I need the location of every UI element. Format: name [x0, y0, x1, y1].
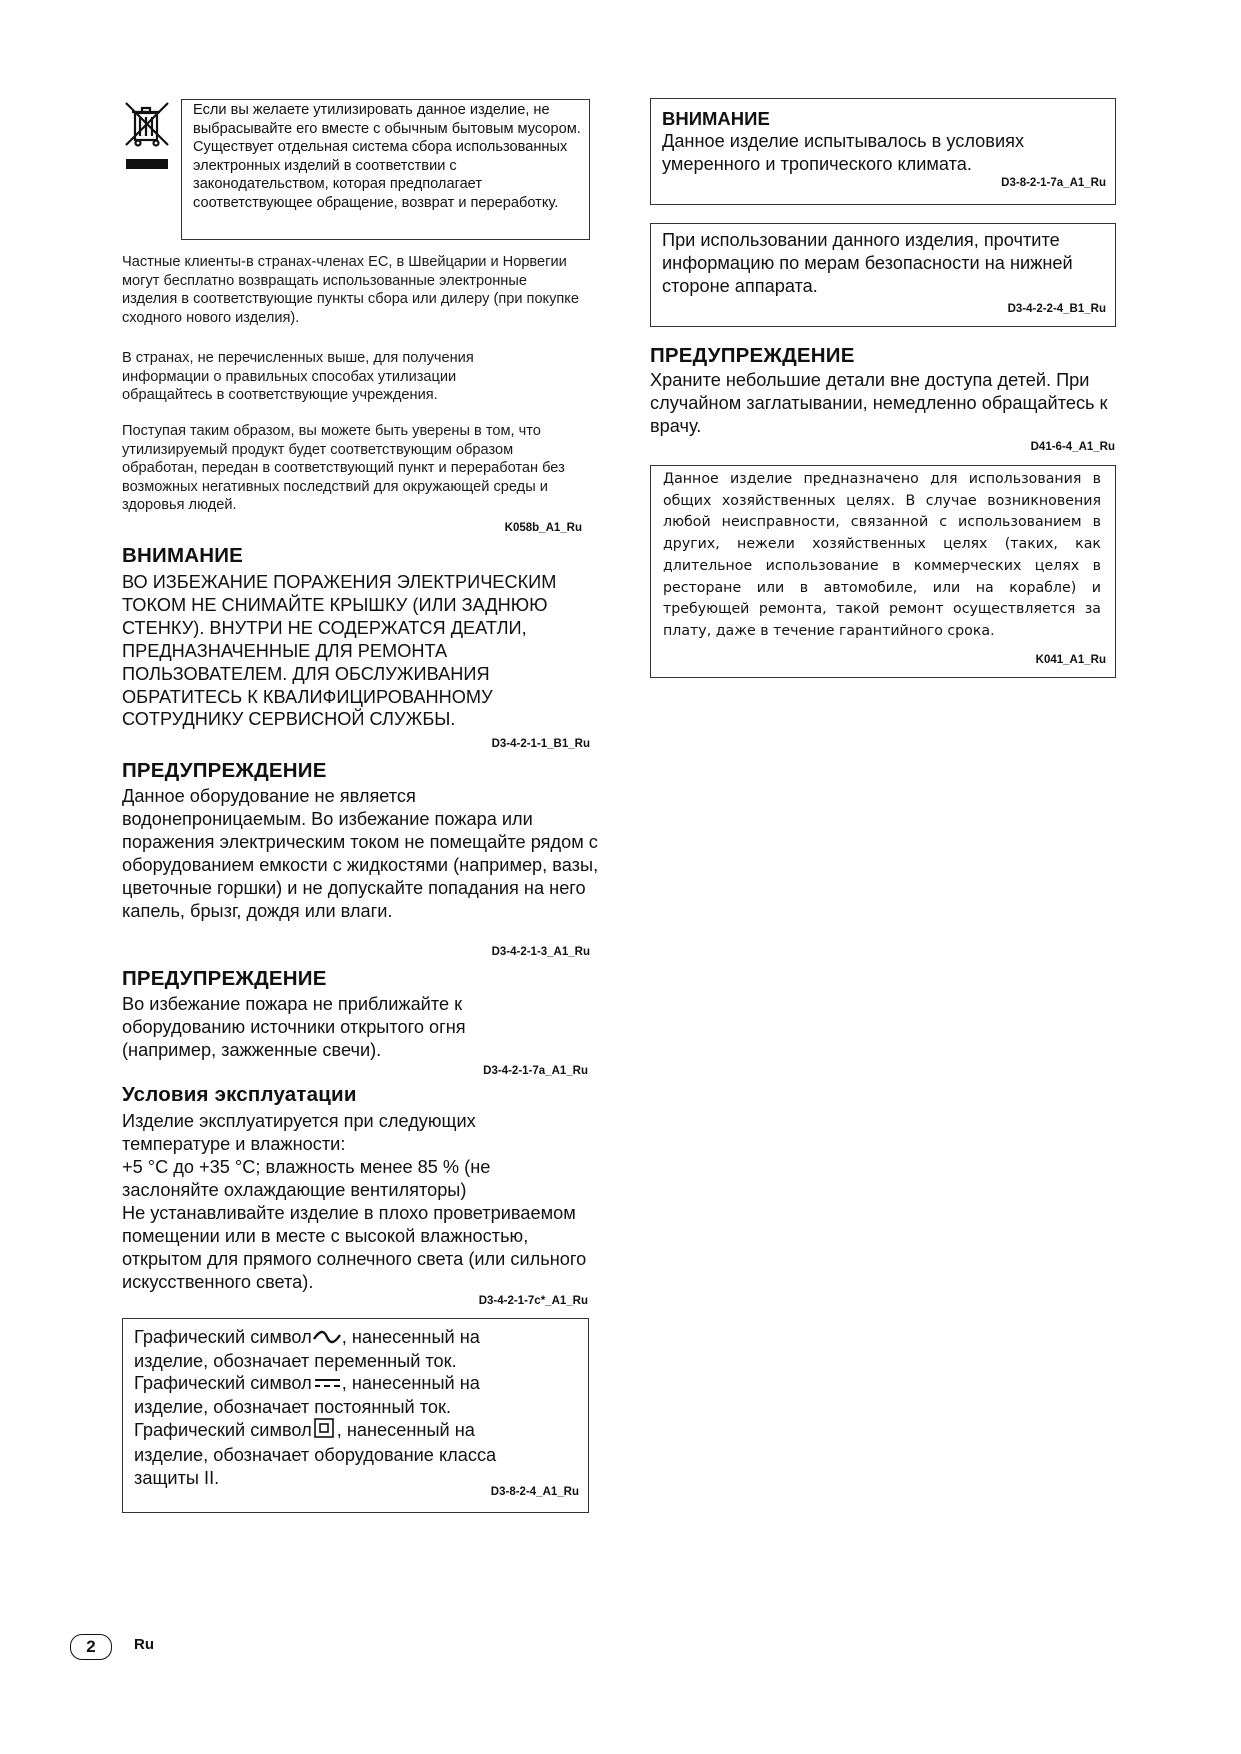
dc-symbol-icon: [312, 1373, 342, 1396]
conditions-heading: Условия эксплуатации: [122, 1083, 357, 1106]
warning-fire-code: D3-4-2-1-7a_A1_Ru: [483, 1065, 588, 1077]
safety-info-text: При использовании данного изделия, прочтите информацию по мерам безопасности на нижней стороне аппарата.: [662, 230, 1073, 296]
crossed-bin-icon: [122, 99, 172, 173]
language-code: Ru: [134, 1636, 154, 1653]
climate-heading: ВНИМАНИЕ: [662, 108, 770, 129]
symbol-dc-suffix: , нанесенный на изделие, обозначает постоянный ток.: [134, 1373, 480, 1417]
disposal-assurance-paragraph: Поступая таким образом, вы можете быть уверены в том, что утилизируемый продукт будет соответствующим образом обработан, передан в соответствующий пункт и переработан без возможных негативных последствий для окружающей среды и здоровья людей.: [122, 423, 565, 513]
household-use-code: K041_A1_Ru: [1035, 654, 1106, 666]
disposal-notice-box: [181, 99, 590, 240]
climate-code: D3-8-2-1-7a_A1_Ru: [1001, 177, 1106, 189]
symbol-dc-prefix: Графический символ: [134, 1373, 312, 1393]
small-parts-heading: ПРЕДУПРЕЖДЕНИЕ: [650, 344, 855, 367]
disposal-notice-text: Если вы желаете утилизировать данное изделие, не выбрасывайте его вместе с обычным бытовым мусором. Существует отдельная система сбора использованных электронных изделий в соответствии с законодательством, которая предполагает соответствующее обращение, возврат и переработку.: [193, 102, 581, 211]
symbol-dc-line: [134, 1372, 554, 1419]
climate-text: Данное изделие испытывалось в условиях умеренного и тропического климата.: [662, 131, 1025, 174]
page-number: 2: [70, 1634, 112, 1660]
attention-text: ВО ИЗБЕЖАНИЕ ПОРАЖЕНИЯ ЭЛЕКТРИЧЕСКИМ ТОКОМ НЕ СНИМАЙТЕ КРЫШКУ (ИЛИ ЗАДНЮЮ СТЕНКУ). ВНУТРИ НЕ СОДЕРЖАТСЯ ДЕАТЛИ, ПРЕДНАЗНАЧЕННЫЕ ДЛЯ РЕМОНТА ПОЛЬЗОВАТЕЛЕМ. ДЛЯ ОБСЛУЖИВАНИЯ ОБРАТИТЕСЬ К КВАЛИФИЦИРОВАННОМУ СОТРУДНИКУ СЕРВИСНОЙ СЛУЖБЫ.: [122, 572, 557, 730]
other-countries-paragraph: В странах, не перечисленных выше, для получения информации о правильных способах утилизации обращайтесь в соответствующие учреждения.: [122, 350, 474, 403]
warning-water-heading: ПРЕДУПРЕЖДЕНИЕ: [122, 759, 327, 782]
ac-symbol-icon: [312, 1327, 342, 1350]
safety-info-box: [650, 223, 1116, 327]
conditions-code: D3-4-2-1-7c*_A1_Ru: [478, 1295, 588, 1307]
symbols-box: [122, 1318, 589, 1513]
attention-code: D3-4-2-1-1_B1_Ru: [491, 738, 590, 750]
small-parts-code: D41-6-4_A1_Ru: [1030, 441, 1115, 453]
symbols-code: D3-8-2-4_A1_Ru: [490, 1486, 579, 1498]
symbol-class2-suffix: , нанесенный на изделие, обозначает оборудование класса защиты II.: [134, 1419, 497, 1488]
attention-heading: ВНИМАНИЕ: [122, 544, 244, 567]
safety-info-code: D3-4-2-2-4_B1_Ru: [1007, 303, 1106, 315]
conditions-temperature-range: +5 °C до +35 °C; влажность менее 85 % (не заслоняйте охлаждающие вентиляторы): [122, 1157, 491, 1200]
household-use-box: [650, 465, 1116, 678]
conditions-temperature-intro: Изделие эксплуатируется при следующих температуре и влажности:: [122, 1111, 476, 1154]
symbol-ac-prefix: Графический символ: [134, 1327, 312, 1347]
symbol-class2-line: [134, 1418, 554, 1490]
warning-fire-heading: ПРЕДУПРЕЖДЕНИЕ: [122, 967, 327, 990]
symbol-ac-line: [134, 1326, 554, 1373]
class-ii-symbol-icon: [314, 1418, 334, 1444]
disposal-code: K058b_A1_Ru: [504, 522, 582, 534]
warning-fire-text: Во избежание пожара не приближайте к оборудованию источники открытого огня (например, зажженные свечи).: [122, 994, 466, 1060]
symbol-class2-prefix: Графический символ: [134, 1419, 312, 1440]
conditions-placement: Не устанавливайте изделие в плохо проветриваемом помещении или в месте с высокой влажностью, открытом для прямого солнечного света (или сильного искусственного света).: [122, 1203, 587, 1292]
warning-water-text: Данное оборудование не является водонепроницаемым. Во избежание пожара или поражения электрическим током не помещайте рядом с оборудованием емкости с жидкостями (например, вазы, цветочные горшки) и не допускайте попадания на него капель, брызг, дождя или влаги.: [122, 786, 599, 921]
household-use-text: Данное изделие предназначено для использования в общих хозяйственных целях. В случае возникновения любой неисправности, связанной с использованием в других, нежели хозяйственных целях (таких, как длительное использование в коммерческих целях в ресторане или в автомобиле, или на корабле) и требующей ремонта, такой ремонт осуществляется за плату, даже в течение гарантийного срока.: [663, 471, 1101, 639]
small-parts-text: Храните небольшие детали вне доступа детей. При случайном заглатывании, немедленно обращайтесь к врачу.: [650, 370, 1108, 436]
climate-box: [650, 98, 1116, 205]
eu-return-paragraph: Частные клиенты-в странах-членах ЕС, в Швейцарии и Норвегии могут бесплатно возвращать использованные электронные изделия в соответствующие пункты сбора или дилеру (при покупке сходного нового изделия).: [122, 254, 579, 326]
warning-water-code: D3-4-2-1-3_A1_Ru: [491, 946, 590, 958]
symbol-ac-suffix: , нанесенный на изделие, обозначает переменный ток.: [134, 1327, 480, 1371]
